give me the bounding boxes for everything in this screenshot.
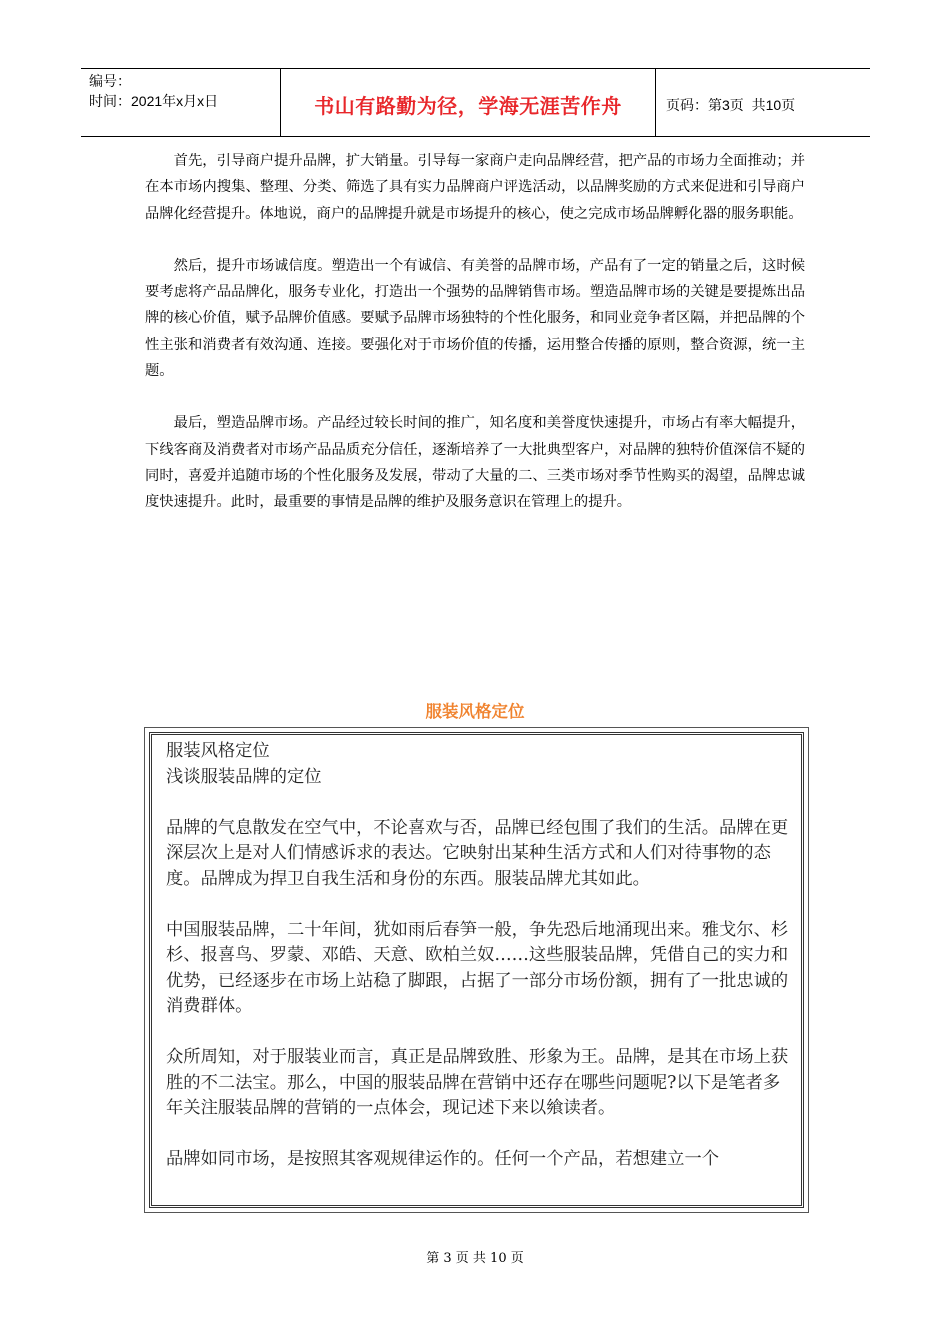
article-subheading: 浅谈服装品牌的定位 — [166, 766, 322, 787]
article-paragraph: 品牌的气息散发在空气中，不论喜欢与否，品牌已经包围了我们的生活。品牌在更深层次上是对人们情感诉求的表达。它映射出某种生活方式和人们对待事物的态度。品牌成为捍卫自我生活和身份的东西。服装品牌尤其如此。 — [166, 817, 789, 889]
spacer — [166, 790, 789, 816]
article-box — [144, 727, 809, 1213]
page-footer: 第 3 页 共 10 页 — [426, 1251, 524, 1266]
body-paragraph: 然后，提升市场诚信度。塑造出一个有诚信、有美誉的品牌市场，产品有了一定的销量之后，这时候要考虑将产品品牌化，服务专业化，打造出一个强势的品牌销售市场。塑造品牌市场的关键是要提炼出品牌的核心价值，赋予品牌价值感。要赋予品牌市场独特的个性化服务，和同业竞争者区隔，并把品牌的个性主张和消费者有效沟通、连接。要强化对于市场价值的传播，运用整合传播的原则，整合资源，统一主题。 — [145, 257, 805, 380]
article-paragraph: 中国服装品牌，二十年间，犹如雨后春笋一般，争先恐后地涌现出来。雅戈尔、杉杉、报喜鸟、罗蒙、邓皓、天意、欧柏兰奴……这些服装品牌，凭借自己的实力和优势，已经逐步在市场上站稳了脚跟，占据了一部分市场份额，拥有了一批忠诚的消费群体。 — [166, 919, 789, 1016]
header-meta-cell — [81, 69, 280, 136]
article-paragraph: 众所周知，对于服装业而言，真正是品牌致胜、形象为王。品牌，是其在市场上获胜的不二法宝。那么，中国的服装品牌在营销中还存在哪些问题呢?以下是笔者多年关注服装品牌的营销的一点体会，现记述下来以飨读者。 — [166, 1047, 789, 1118]
body-paragraph: 首先，引导商户提升品牌，扩大销量。引导每一家商户走向品牌经营，把产品的市场力全面推动；并在本市场内搜集、整理、分类、筛选了具有实力品牌商户评选活动，以品牌奖励的方式来促进和引导商户品牌化经营提升。体地说，商户的品牌提升就是市场提升的核心，使之完成市场品牌孵化器的服务职能。 — [145, 153, 805, 222]
header-motto: 书山有路勤为径，学海无涯苦作舟 — [314, 94, 622, 118]
header-page-info: 页码：第3页 共10页 — [666, 96, 796, 113]
body-paragraph: 最后，塑造品牌市场。产品经过较长时间的推广，知名度和美誉度快速提升，市场占有率大幅提升，下线客商及消费者对市场产品品质充分信任，逐渐培养了一大批典型客户，对品牌的独特价值深信不疑的同时，喜爱并追随市场的个性化服务及发展，带动了大量的二、三类市场对季节性购买的渴望，品牌忠诚度快速提升。此时，最重要的事情是品牌的维护及服务意识在管理上的提升。 — [145, 415, 805, 511]
header-page-cell — [656, 69, 870, 136]
document-time-label: 时间：2021年x月x日 — [89, 93, 219, 109]
article-paragraph: 品牌如同市场，是按照其客观规律运作的。任何一个产品，若想建立一个 — [166, 1149, 720, 1169]
article-heading: 服装风格定位 — [166, 741, 270, 761]
section-title: 服装风格定位 — [425, 702, 525, 721]
header-motto-cell — [280, 69, 656, 136]
document-number-label: 编号： — [89, 73, 131, 89]
body-text — [145, 148, 805, 542]
header-table — [81, 68, 870, 137]
article-box-inner — [149, 732, 804, 1208]
